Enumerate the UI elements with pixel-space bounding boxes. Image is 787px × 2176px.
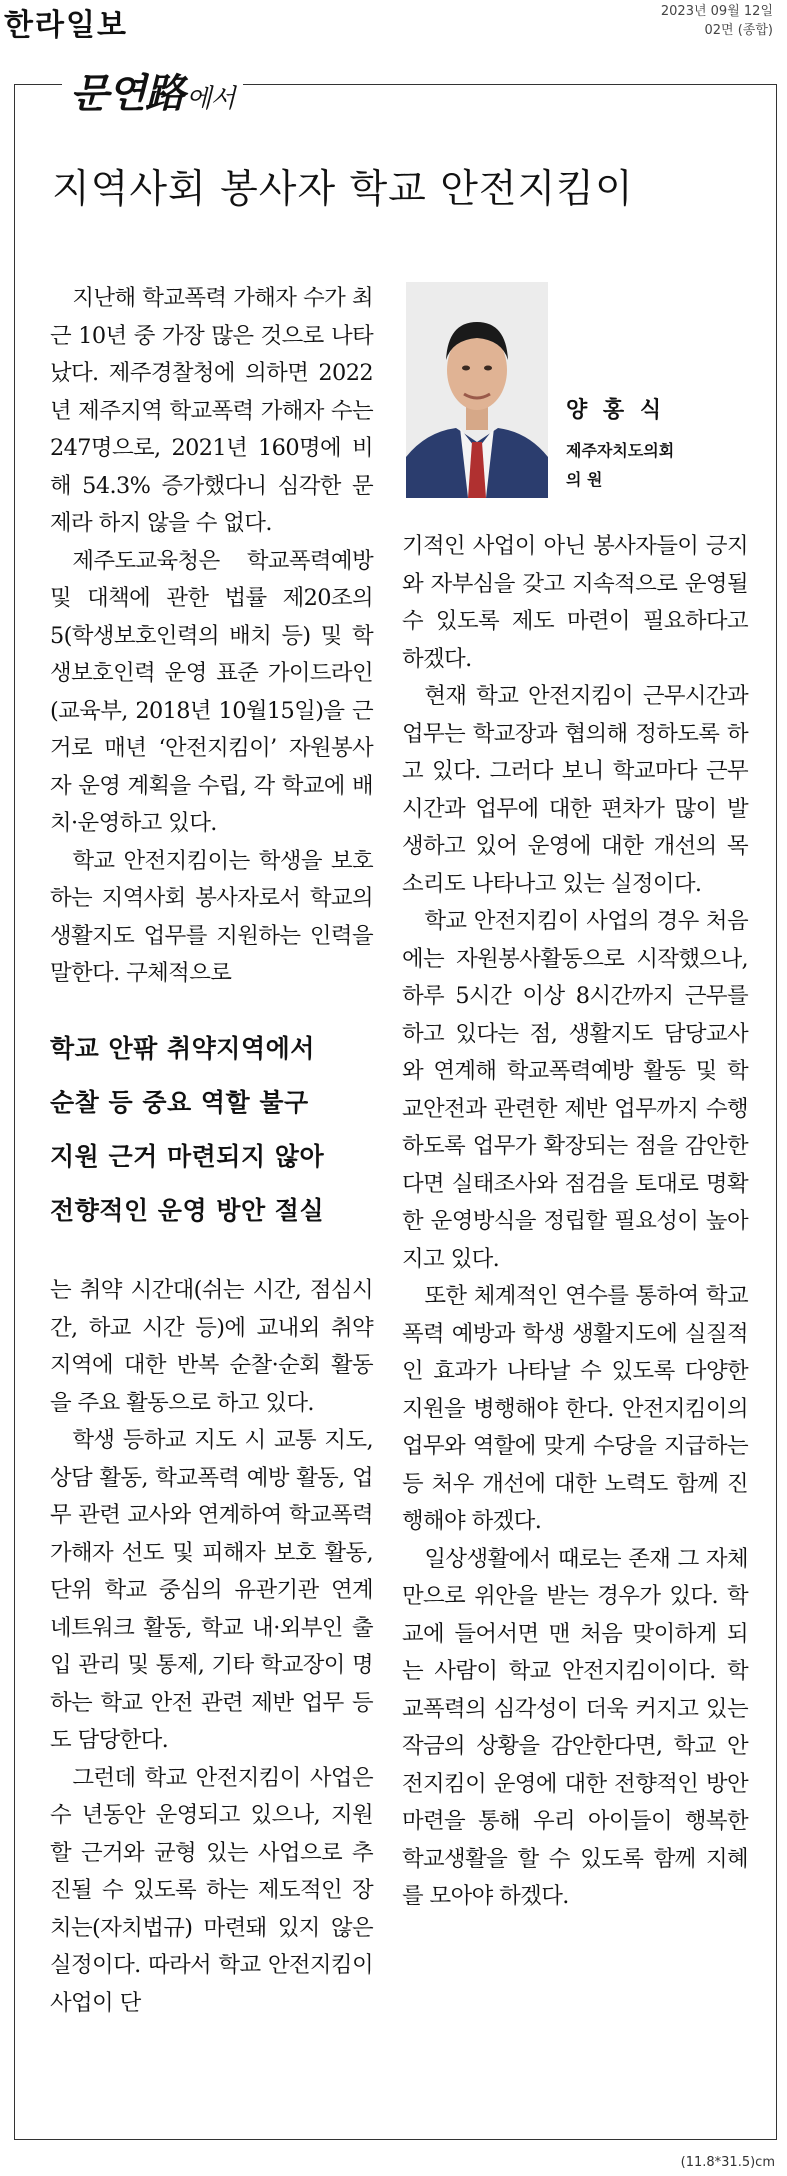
paragraph: 현재 학교 안전지킴이 근무시간과 업무는 학교장과 협의해 정하도록 하고 있다. 그러다 보니 학교마다 근무시간과 업무에 대한 편차가 많이 발생하고 있어 운영에 대한 개선의 목소리도 나타나고 있는 실정이다. [402,683,748,897]
publication-date: 2023년 09월 12일 [660,4,773,19]
paragraph: 그런데 학교 안전지킴이 사업은 수 년동안 운영되고 있으나, 지원할 근거와 균형 있는 사업으로 추진될 수 있도록 하는 제도적인 장치는(자치법규) 마련돼 있지 않은 실정이다. 따라서 학교 안전지킴이 사업이 단 [50,1764,373,2016]
paragraph: 는 취약 시간대(쉬는 시간, 점심시간, 하교 시간 등)에 교내외 취약 지역에 대한 반복 순찰·순회 활동을 주요 활동으로 하고 있다. [50,1277,373,1416]
column-logo-main: 문연路 [70,71,185,117]
author-name: 양 홍 식 [566,398,666,423]
author-photo [406,282,548,498]
size-note: (11.8*31.5)cm [680,2155,775,2170]
pull-quote-line: 지원 근거 마련되지 않아 [50,1142,325,1171]
body-column-right [402,528,748,1916]
column-logo-suffix: 에서 [186,84,235,114]
paragraph: 지난해 학교폭력 가해자 수가 최근 10년 중 가장 많은 것으로 나타났다. 제주경찰청에 의하면 2022년 제주지역 학교폭력 가해자 수는 247명으로, 2021년 160명에 비해 54.3% 증가했다니 심각한 문제라 하지 않을 수 없다. [50,285,373,536]
article-headline: 지역사회 봉사자 학교 안전지킴이 [52,167,634,212]
author-role-line1: 제주자치도의회 [566,441,675,460]
author-portrait-image [406,282,548,498]
pull-quote-line: 순찰 등 중요 역할 불구 [50,1088,309,1117]
publication-meta [661,2,773,40]
paragraph: 학생 등하교 지도 시 교통 지도, 상담 활동, 학교폭력 예방 활동, 업무 관련 교사와 연계하여 학교폭력 가해자 선도 및 피해자 보호 활동, 단위 학교 중심의 유관기관 연계 네트워크 활동, 학교 내·외부인 출입 관리 및 통제, 기타 학교장이 명하는 학교 안전 관련 제반 업무 등도 담당한다. [50,1427,373,1753]
paragraph: 또한 체계적인 연수를 통하여 학교폭력 예방과 학생 생활지도에 실질적인 효과가 나타날 수 있도록 다양한 지원을 병행해야 한다. 안전지킴이의 업무와 역할에 맞게 수당을 지급하는 등 처우 개선에 대한 노력도 함께 진행해야 하겠다. [402,1283,748,1534]
author-role [566,436,674,494]
author-role-line2: 의 원 [566,470,603,489]
paragraph: 일상생활에서 때로는 존재 그 자체만으로 위안을 받는 경우가 있다. 학교에 들어서면 맨 처음 맞이하게 되는 사람이 학교 안전지킴이이다. 학교폭력의 심각성이 더욱 커지고 있는 작금의 상황을 감안한다면, 학교 안전지킴이 운영에 대한 전향적인 방안 마련을 통해 우리 아이들이 행복한 학교생활을 할 수 있도록 함께 지혜를 모아야 하겠다. [402,1545,748,1909]
pull-quote-line: 전향적인 운영 방안 절실 [50,1196,325,1225]
pull-quote [50,1022,380,1238]
paragraph: 제주도교육청은 학교폭력예방 및 대책에 관한 법률 제20조의5(학생보호인력의 배치 등) 및 학생보호인력 운영 표준 가이드라인(교육부, 2018년 10월15일)을 근거로 매년 ‘안전지킴이’ 자원봉사자 운영 계획을 수립, 각 학교에 배치·운영하고 있다. [50,547,373,836]
body-column-left-lower [50,1272,373,2022]
column-logo [62,62,243,119]
paragraph: 기적인 사업이 아닌 봉사자들이 긍지와 자부심을 갖고 지속적으로 운영될 수 있도록 제도 마련이 필요하다고 하겠다. [402,533,748,672]
paragraph: 학교 안전지킴이는 학생을 보호하는 지역사회 봉사자로서 학교의 생활지도 업무를 지원하는 인력을 말한다. 구체적으로 [50,847,373,986]
pull-quote-line: 학교 안팎 취약지역에서 [50,1034,315,1063]
paragraph: 학교 안전지킴이 사업의 경우 처음에는 자원봉사활동으로 시작했으나, 하루 5시간 이상 8시간까지 근무를 하고 있다는 점, 생활지도 담당교사와 연계해 학교폭력예방 활동 및 학교안전과 관련한 제반 업무까지 수행하도록 업무가 확장되는 점을 감안한다면 실태조사와 점검을 토대로 명확한 운영방식을 정립할 필요성이 높아지고 있다. [402,908,748,1272]
page-number: 02면 (종합) [704,23,773,38]
body-column-left-upper [50,280,373,993]
newspaper-name: 한라일보 [4,8,128,43]
